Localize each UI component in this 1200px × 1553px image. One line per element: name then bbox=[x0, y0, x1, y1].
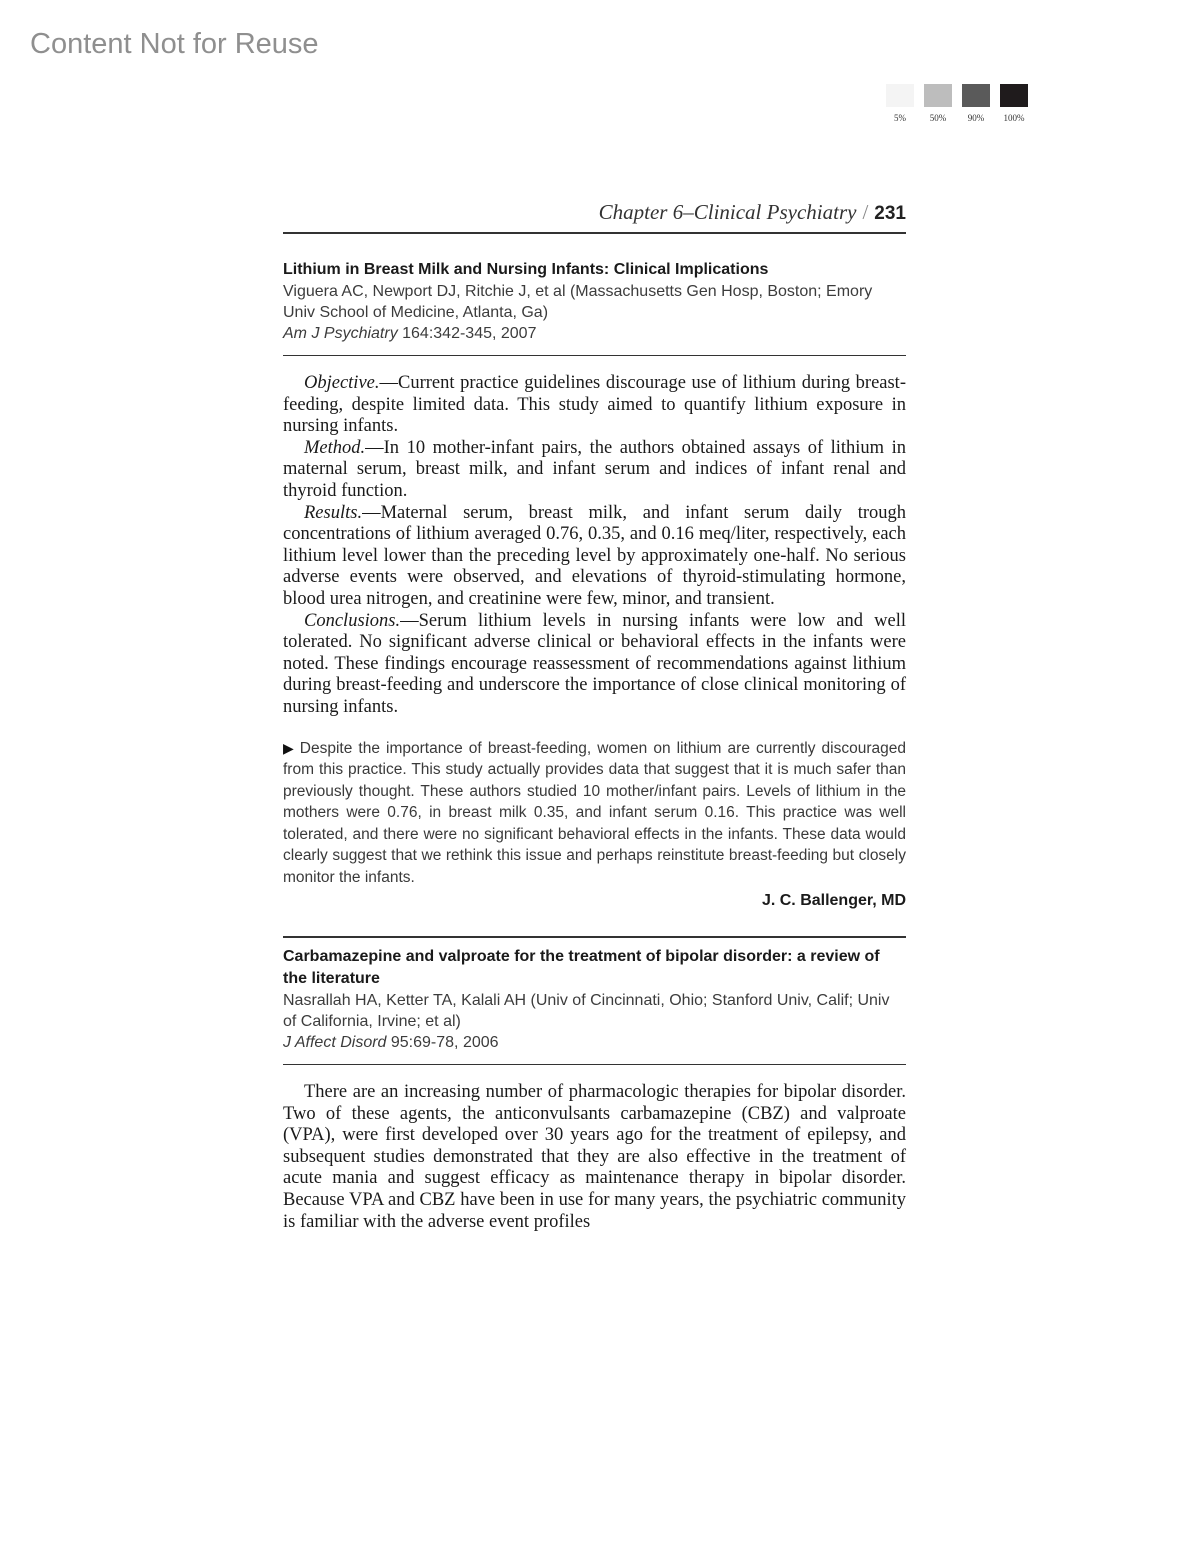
abstract-conclusions bbox=[283, 611, 906, 719]
watermark: Content Not for Reuse bbox=[30, 28, 319, 60]
article1-title: Lithium in Breast Milk and Nursing Infants: Clinical Implications bbox=[283, 261, 769, 278]
commentary-text bbox=[283, 738, 906, 889]
swatch-5 bbox=[886, 84, 914, 107]
method-label: Method. bbox=[304, 437, 366, 458]
swatch-label-100: 100% bbox=[1003, 113, 1025, 123]
grayscale-swatches bbox=[886, 84, 1036, 123]
conclusions-label: Conclusions. bbox=[304, 610, 401, 631]
article1-volume-pages: 164:342-345, 2007 bbox=[397, 325, 537, 342]
swatch-label-90: 90% bbox=[967, 113, 985, 123]
article2-abstract bbox=[283, 1065, 906, 1233]
swatch-label-50: 50% bbox=[929, 113, 947, 123]
conclusions-text: —Serum lithium levels in nursing infants were low and well tolerated. No significant adverse clinical or behavioral effects in the infants were noted. These findings encourage reassessment of recommendations against lithium during breast-feeding and underscore the importance of close clinical monitoring of nursing infants. bbox=[283, 610, 906, 717]
swatch-100 bbox=[1000, 84, 1028, 107]
article2-journal: J Affect Disord bbox=[283, 1034, 387, 1051]
swatch-50 bbox=[924, 84, 952, 107]
article2-authors: Nasrallah HA, Ketter TA, Kalali AH (Univ of Cincinnati, Ohio; Stanford Univ, Calif; Univ of California, Irvine; et al) bbox=[283, 992, 890, 1030]
abstract-objective bbox=[283, 373, 906, 438]
article1-citation bbox=[283, 323, 906, 344]
results-label: Results. bbox=[304, 502, 363, 523]
method-text: —In 10 mother-infant pairs, the authors obtained assays of lithium in maternal serum, breast milk, and infant serum and indices of infant renal and thyroid function. bbox=[283, 437, 906, 501]
article2-header bbox=[283, 938, 906, 1065]
commentary-body: Despite the importance of breast-feeding, women on lithium are currently discouraged from this practice. This study actually provides data that suggest that it is much safer than previously thought. These authors studied 10 mother/infant pairs. Levels of lithium in the mothers were 0.76, in breast milk 0.35, and infant serum 0.16. This practice was well tolerated, and there were no significant behavioral effects in the infants. These data would clearly suggest that we rethink this issue and perhaps reinstitute breast-feeding but closely monitor the infants. bbox=[283, 739, 906, 886]
swatch-label-5: 5% bbox=[894, 113, 906, 123]
commentary-signature: J. C. Ballenger, MD bbox=[761, 892, 906, 909]
objective-text: —Current practice guidelines discourage use of lithium during breast-feeding, despite limited data. This study aimed to quantify lithium exposure in nursing infants. bbox=[283, 373, 906, 437]
article1-commentary bbox=[283, 719, 906, 911]
article2-volume-pages: 95:69-78, 2006 bbox=[386, 1034, 499, 1051]
page-number: 231 bbox=[874, 203, 906, 224]
abstract-method bbox=[283, 438, 906, 503]
running-head bbox=[283, 200, 906, 234]
chapter-title: Chapter 6–Clinical Psychiatry bbox=[598, 200, 857, 224]
article1-abstract bbox=[283, 356, 906, 719]
results-text: —Maternal serum, breast milk, and infant serum daily trough concentrations of lithium averaged 0.76, 0.35, and 0.16 meq/liter, respectively, each lithium level lower than the preceding level by approximately one-half. No serious adverse events were observed, and elevations of thyroid-stimulating hormone, blood urea nitrogen, and creatinine were few, minor, and transient. bbox=[283, 502, 906, 609]
article2-citation bbox=[283, 1032, 906, 1053]
swatch-90 bbox=[962, 84, 990, 107]
article1-header bbox=[283, 234, 906, 356]
article2-body: There are an increasing number of pharmacologic therapies for bipolar disorder. Two of these agents, the anticonvulsants carbamazepine (CBZ) and valproate (VPA), were first developed over 30 years ago for the treatment of epilepsy, and subsequent studies demonstrated that they are also effective in the treatment of acute mania and suggest efficacy as maintenance therapy in bipolar disorder. Because VPA and CBZ have been in use for many years, the psychiatric community is familiar with the adverse event profiles bbox=[283, 1082, 906, 1232]
objective-label: Objective. bbox=[304, 373, 380, 393]
book-page bbox=[283, 200, 906, 1233]
article2-title: Carbamazepine and valproate for the treatment of bipolar disorder: a review of the literature bbox=[283, 948, 880, 987]
abstract-results bbox=[283, 503, 906, 611]
article1-journal: Am J Psychiatry bbox=[283, 325, 398, 342]
article1-authors: Viguera AC, Newport DJ, Ritchie J, et al (Massachusetts Gen Hosp, Boston; Emory Univ School of Medicine, Atlanta, Ga) bbox=[283, 283, 873, 321]
triangle-marker-icon: ▶ bbox=[283, 739, 294, 756]
running-head-separator: / bbox=[862, 200, 869, 224]
